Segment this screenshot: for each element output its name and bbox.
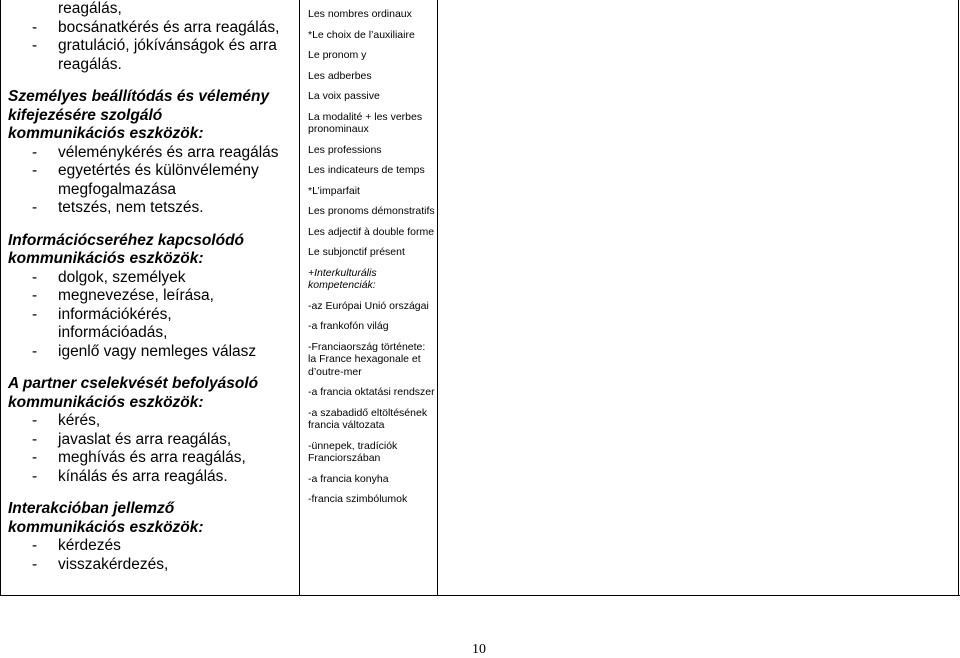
list-item-text: megnevezése, leírása, (58, 287, 214, 304)
list-item (8, 37, 298, 56)
dash-marker: - (32, 342, 38, 360)
list-item-continuation: megfogalmazása (58, 180, 177, 198)
list-item-text: igenlő vagy nemleges válasz (58, 342, 257, 360)
dash-marker: - (32, 555, 38, 573)
topic-item: Les nombres ordinaux (308, 8, 412, 20)
table-border-bottom (0, 595, 960, 596)
list-item-text: kínálás és arra reagálás. (58, 467, 228, 485)
topic-item: La modalité + les verbes pronominaux (308, 110, 423, 135)
page-number: 10 (472, 642, 486, 657)
table-border-right (958, 0, 959, 596)
dash-marker: - (32, 162, 38, 179)
dash-marker: - (32, 430, 38, 448)
list-item-text: meghívás és arra reagálás, (58, 449, 246, 466)
dash-marker: - (32, 37, 38, 54)
topic-item: Les adberbes (308, 69, 372, 82)
list-item-text: kérdezés (58, 537, 121, 554)
topic-item: -ünnepek, tradíciók Franciorszában (308, 439, 398, 464)
topic-item: La voix passive (308, 90, 380, 102)
list-item-text: gratuláció, jókívánságok és arra (58, 37, 277, 54)
topic-item: +Interkulturális kompetenciák: (308, 266, 377, 291)
list-item (8, 343, 298, 362)
list-item-continuation: információadás, (58, 324, 168, 341)
dash-marker: - (32, 199, 38, 216)
list-item-text: dolgok, személyek (58, 268, 186, 286)
dash-marker: - (32, 305, 38, 323)
list-item-text: bocsánatkérés és arra reagálás, (58, 18, 280, 36)
topic-item: -a francia oktatási rendszer (308, 386, 435, 398)
list-item-text: kérés, (58, 412, 101, 429)
grammar-topics-column (308, 8, 436, 514)
list-item (8, 306, 298, 325)
table-divider-1 (299, 0, 300, 596)
topic-item: -a frankofón világ (308, 320, 389, 332)
competencies-column (8, 0, 298, 574)
topic-item: Les pronoms démonstratifs (308, 205, 435, 217)
list-item-continuation: reagálás. (58, 55, 122, 73)
dash-marker: - (32, 268, 38, 286)
section-heading: kommunikációs eszközök: (8, 393, 204, 411)
dash-marker: - (32, 449, 38, 466)
list-item-text: visszakérdezés, (58, 555, 169, 573)
list-item (8, 19, 298, 38)
topic-item: Les adjectif à double forme (308, 225, 435, 238)
topic-item: -a szabadidő eltöltésének francia változata (308, 406, 428, 431)
dash-marker: - (32, 18, 38, 36)
topic-item: -Franciaország története: la France hexagonale et d’outre-mer (308, 340, 426, 378)
section-heading: kifejezésére szolgáló (8, 106, 163, 124)
section-heading: Interakcióban jellemző (8, 500, 175, 517)
list-item-text: tetszés, nem tetszés. (58, 199, 204, 216)
list-item (8, 412, 298, 431)
section-heading: Információcseréhez kapcsolódó (8, 231, 245, 249)
topic-item: -francia szimbólumok (308, 493, 408, 505)
list-item (8, 199, 298, 218)
section-heading: kommunikációs eszközök: (8, 250, 204, 267)
dash-marker: - (32, 467, 38, 485)
list-item (8, 287, 298, 306)
list-item (8, 144, 298, 163)
section-heading: kommunikációs eszközök: (8, 518, 204, 536)
section-heading: A partner cselekvését befolyásoló (8, 375, 259, 392)
topic-item: Les professions (308, 143, 382, 156)
section-heading: kommunikációs eszközök: (8, 125, 204, 142)
topic-item: Le subjonctif présent (308, 246, 405, 258)
topic-item: -az Európai Unió országai (308, 299, 429, 312)
list-item (8, 556, 298, 575)
topic-item: -a francia konyha (308, 472, 389, 485)
list-item-text: véleménykérés és arra reagálás (58, 143, 279, 161)
list-item (8, 468, 298, 487)
list-item (8, 269, 298, 288)
table-border-left (0, 0, 1, 596)
topic-item: Les indicateurs de temps (308, 164, 425, 176)
list-item-text: információkérés, (58, 305, 172, 323)
list-item (8, 162, 298, 181)
dash-marker: - (32, 412, 38, 429)
dash-marker: - (32, 537, 38, 554)
dash-marker: - (32, 287, 38, 304)
topic-item: Le pronom y (308, 49, 367, 61)
dash-marker: - (32, 143, 38, 161)
list-item (8, 537, 298, 556)
list-item-text: javaslat és arra reagálás, (58, 430, 232, 448)
text-line: reagálás, (58, 0, 122, 17)
topic-item: *Le choix de l’auxiliaire (308, 28, 415, 41)
list-item (8, 431, 298, 450)
topic-item: *L’imparfait (308, 184, 360, 197)
section-heading: Személyes beállítódás és vélemény (8, 88, 270, 105)
table-divider-2 (437, 0, 438, 596)
list-item (8, 449, 298, 468)
list-item-text: egyetértés és különvélemény (58, 162, 259, 179)
